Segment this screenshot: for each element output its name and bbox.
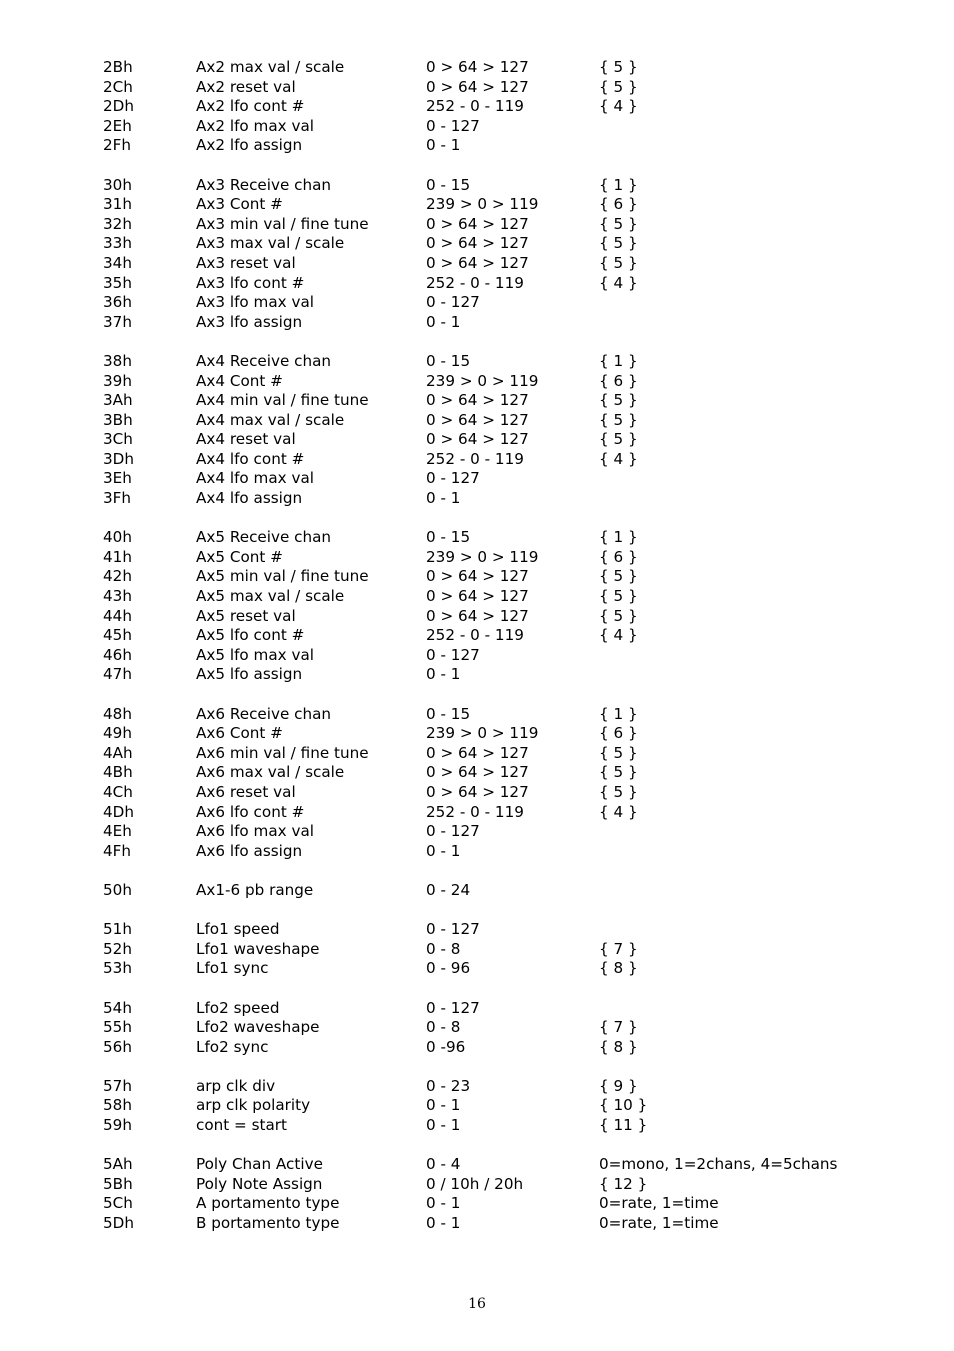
parameter-name-cell: Ax4 lfo cont # <box>196 449 305 468</box>
parameter-name-cell: Ax4 Cont # <box>196 371 283 390</box>
address-cell: 31h <box>103 195 132 214</box>
parameter-row <box>0 78 954 98</box>
address-cell: 35h <box>103 273 132 292</box>
note-cell: { 4 } <box>599 626 638 645</box>
parameter-row <box>0 1194 954 1214</box>
parameter-row <box>0 567 954 587</box>
address-cell: 59h <box>103 1116 132 1135</box>
note-cell: { 9 } <box>599 1076 638 1095</box>
address-cell: 57h <box>103 1076 132 1095</box>
value-range-cell: 252 - 0 - 119 <box>426 802 524 821</box>
note-cell: { 5 } <box>599 410 638 429</box>
parameter-row <box>0 763 954 783</box>
parameter-name-cell: Ax2 lfo assign <box>196 136 303 155</box>
value-range-cell: 0 - 127 <box>426 293 480 312</box>
parameter-row <box>0 215 954 235</box>
address-cell: 56h <box>103 1037 132 1056</box>
address-cell: 2Dh <box>103 97 134 116</box>
value-range-cell: 0 - 24 <box>426 880 471 899</box>
parameter-name-cell: Poly Chan Active <box>196 1155 323 1174</box>
note-cell: { 5 } <box>599 763 638 782</box>
address-cell: 50h <box>103 880 132 899</box>
parameter-name-cell: Ax4 lfo max val <box>196 469 314 488</box>
value-range-cell: 239 > 0 > 119 <box>426 724 539 743</box>
note-cell: { 5 } <box>599 567 638 586</box>
parameter-name-cell: Ax6 lfo max val <box>196 822 314 841</box>
parameter-name-cell: Ax2 lfo cont # <box>196 97 305 116</box>
address-cell: 39h <box>103 371 132 390</box>
note-cell: { 1 } <box>599 528 638 547</box>
parameter-name-cell: Ax6 lfo cont # <box>196 802 305 821</box>
address-cell: 53h <box>103 959 132 978</box>
address-cell: 4Eh <box>103 822 132 841</box>
group-spacer <box>0 1136 954 1156</box>
note-cell: { 6 } <box>599 371 638 390</box>
address-cell: 33h <box>103 234 132 253</box>
value-range-cell: 0 / 10h / 20h <box>426 1174 524 1193</box>
note-cell: 0=rate, 1=time <box>599 1194 719 1213</box>
address-cell: 2Ch <box>103 77 133 96</box>
parameter-row <box>0 705 954 725</box>
address-cell: 5Dh <box>103 1214 134 1233</box>
parameter-name-cell: Ax3 lfo cont # <box>196 273 305 292</box>
address-cell: 4Bh <box>103 763 133 782</box>
note-cell: { 5 } <box>599 234 638 253</box>
parameter-name-cell: Ax1-6 pb range <box>196 880 314 899</box>
address-cell: 37h <box>103 312 132 331</box>
value-range-cell: 0 - 1 <box>426 1214 461 1233</box>
parameter-name-cell: Ax5 lfo cont # <box>196 626 305 645</box>
note-cell: { 5 } <box>599 77 638 96</box>
parameter-row <box>0 724 954 744</box>
address-cell: 49h <box>103 724 132 743</box>
parameter-name-cell: Lfo2 sync <box>196 1037 269 1056</box>
parameter-row <box>0 411 954 431</box>
address-cell: 48h <box>103 704 132 723</box>
group-spacer <box>0 1057 954 1077</box>
parameter-name-cell: Ax4 reset val <box>196 430 296 449</box>
address-cell: 42h <box>103 567 132 586</box>
parameter-row <box>0 665 954 685</box>
group-spacer <box>0 901 954 921</box>
parameter-name-cell: Ax3 min val / fine tune <box>196 214 369 233</box>
parameter-name-cell: Ax5 lfo max val <box>196 645 314 664</box>
value-range-cell: 252 - 0 - 119 <box>426 97 524 116</box>
value-range-cell: 0 - 15 <box>426 351 471 370</box>
note-cell: { 1 } <box>599 351 638 370</box>
note-cell: { 8 } <box>599 1037 638 1056</box>
parameter-row <box>0 313 954 333</box>
parameter-row <box>0 920 954 940</box>
value-range-cell: 0 - 15 <box>426 528 471 547</box>
note-cell: { 5 } <box>599 782 638 801</box>
parameter-name-cell: Ax3 Receive chan <box>196 175 332 194</box>
parameter-row <box>0 1018 954 1038</box>
address-cell: 30h <box>103 175 132 194</box>
address-cell: 3Bh <box>103 410 133 429</box>
value-range-cell: 0 > 64 > 127 <box>426 234 529 253</box>
note-cell: { 7 } <box>599 1018 638 1037</box>
value-range-cell: 0 > 64 > 127 <box>426 253 529 272</box>
address-cell: 36h <box>103 293 132 312</box>
parameter-name-cell: Ax3 Cont # <box>196 195 283 214</box>
value-range-cell: 0 > 64 > 127 <box>426 58 529 76</box>
parameter-row <box>0 97 954 117</box>
parameter-name-cell: arp clk div <box>196 1076 276 1095</box>
address-cell: 55h <box>103 1018 132 1037</box>
address-cell: 43h <box>103 587 132 606</box>
parameter-name-cell: B portamento type <box>196 1214 340 1233</box>
note-cell: { 4 } <box>599 802 638 821</box>
parameter-row <box>0 842 954 862</box>
parameter-row <box>0 430 954 450</box>
parameter-row <box>0 274 954 294</box>
value-range-cell: 0 > 64 > 127 <box>426 410 529 429</box>
parameter-name-cell: Ax5 reset val <box>196 606 296 625</box>
value-range-cell: 0 - 23 <box>426 1076 471 1095</box>
parameter-row <box>0 489 954 509</box>
parameter-row <box>0 117 954 137</box>
value-range-cell: 0 > 64 > 127 <box>426 77 529 96</box>
parameter-row <box>0 391 954 411</box>
value-range-cell: 252 - 0 - 119 <box>426 626 524 645</box>
note-cell: { 5 } <box>599 587 638 606</box>
parameter-row <box>0 1214 954 1234</box>
value-range-cell: 0 > 64 > 127 <box>426 214 529 233</box>
parameter-name-cell: cont = start <box>196 1116 287 1135</box>
value-range-cell: 0 - 1 <box>426 841 461 860</box>
address-cell: 40h <box>103 528 132 547</box>
value-range-cell: 0 - 8 <box>426 1018 461 1037</box>
address-cell: 2Fh <box>103 136 132 155</box>
value-range-cell: 239 > 0 > 119 <box>426 547 539 566</box>
parameter-row <box>0 1077 954 1097</box>
parameter-row <box>0 234 954 254</box>
parameter-name-cell: Ax5 lfo assign <box>196 665 303 684</box>
parameter-name-cell: Ax6 min val / fine tune <box>196 743 369 762</box>
note-cell: { 5 } <box>599 214 638 233</box>
value-range-cell: 0 -96 <box>426 1037 466 1056</box>
note-cell: 0=rate, 1=time <box>599 1214 719 1233</box>
address-cell: 34h <box>103 253 132 272</box>
parameter-row <box>0 881 954 901</box>
parameter-name-cell: Lfo1 waveshape <box>196 939 320 958</box>
value-range-cell: 0 - 15 <box>426 704 471 723</box>
parameter-row <box>0 744 954 764</box>
parameter-row <box>0 372 954 392</box>
parameter-name-cell: Ax2 reset val <box>196 77 296 96</box>
address-cell: 4Dh <box>103 802 134 821</box>
parameter-row <box>0 940 954 960</box>
note-cell: { 10 } <box>599 1096 648 1115</box>
value-range-cell: 0 > 64 > 127 <box>426 763 529 782</box>
note-cell: { 6 } <box>599 195 638 214</box>
parameter-name-cell: A portamento type <box>196 1194 340 1213</box>
parameter-name-cell: Ax6 Cont # <box>196 724 283 743</box>
parameter-name-cell: Ax5 Receive chan <box>196 528 332 547</box>
value-range-cell: 252 - 0 - 119 <box>426 273 524 292</box>
note-cell: { 4 } <box>599 273 638 292</box>
parameter-row <box>0 1096 954 1116</box>
parameter-name-cell: Ax5 Cont # <box>196 547 283 566</box>
parameter-row <box>0 195 954 215</box>
parameter-name-cell: Ax5 max val / scale <box>196 587 345 606</box>
value-range-cell: 239 > 0 > 119 <box>426 371 539 390</box>
value-range-cell: 0 - 4 <box>426 1155 461 1174</box>
value-range-cell: 0 - 1 <box>426 136 461 155</box>
parameter-row <box>0 528 954 548</box>
value-range-cell: 0 > 64 > 127 <box>426 606 529 625</box>
parameter-name-cell: Ax6 lfo assign <box>196 841 303 860</box>
note-cell: { 1 } <box>599 704 638 723</box>
parameter-name-cell: Ax4 lfo assign <box>196 489 303 508</box>
parameter-name-cell: Ax6 max val / scale <box>196 763 345 782</box>
address-cell: 52h <box>103 939 132 958</box>
value-range-cell: 0 > 64 > 127 <box>426 782 529 801</box>
value-range-cell: 252 - 0 - 119 <box>426 449 524 468</box>
page-number: 16 <box>468 1296 486 1312</box>
address-cell: 5Ch <box>103 1194 133 1213</box>
value-range-cell: 0 > 64 > 127 <box>426 391 529 410</box>
address-cell: 4Ch <box>103 782 133 801</box>
value-range-cell: 0 - 15 <box>426 175 471 194</box>
address-cell: 46h <box>103 645 132 664</box>
parameter-name-cell: arp clk polarity <box>196 1096 311 1115</box>
value-range-cell: 0 > 64 > 127 <box>426 567 529 586</box>
group-spacer <box>0 861 954 881</box>
value-range-cell: 0 - 127 <box>426 998 480 1017</box>
note-cell: { 5 } <box>599 430 638 449</box>
parameter-name-cell: Ax4 Receive chan <box>196 351 332 370</box>
parameter-row <box>0 352 954 372</box>
address-cell: 2Bh <box>103 58 133 76</box>
note-cell: { 5 } <box>599 58 638 76</box>
address-cell: 3Dh <box>103 449 134 468</box>
address-cell: 45h <box>103 626 132 645</box>
address-cell: 32h <box>103 214 132 233</box>
address-cell: 3Ch <box>103 430 133 449</box>
parameter-row <box>0 587 954 607</box>
address-cell: 47h <box>103 665 132 684</box>
address-cell: 5Ah <box>103 1155 133 1174</box>
parameter-name-cell: Lfo2 speed <box>196 998 280 1017</box>
parameter-row <box>0 822 954 842</box>
value-range-cell: 0 - 1 <box>426 489 461 508</box>
address-cell: 44h <box>103 606 132 625</box>
address-cell: 58h <box>103 1096 132 1115</box>
parameter-name-cell: Ax6 Receive chan <box>196 704 332 723</box>
parameter-name-cell: Ax2 lfo max val <box>196 116 314 135</box>
note-cell: { 5 } <box>599 391 638 410</box>
group-spacer <box>0 332 954 352</box>
parameter-row <box>0 803 954 823</box>
note-cell: { 4 } <box>599 449 638 468</box>
group-spacer <box>0 156 954 176</box>
address-cell: 54h <box>103 998 132 1017</box>
parameter-row <box>0 1038 954 1058</box>
value-range-cell: 0 - 127 <box>426 822 480 841</box>
parameter-name-cell: Lfo1 sync <box>196 959 269 978</box>
parameter-row <box>0 136 954 156</box>
value-range-cell: 0 - 1 <box>426 1096 461 1115</box>
parameter-name-cell: Ax2 max val / scale <box>196 58 345 76</box>
note-cell: { 11 } <box>599 1116 648 1135</box>
value-range-cell: 0 - 127 <box>426 469 480 488</box>
value-range-cell: 0 - 1 <box>426 312 461 331</box>
parameter-row <box>0 1155 954 1175</box>
parameter-row <box>0 1175 954 1195</box>
value-range-cell: 0 - 127 <box>426 116 480 135</box>
address-cell: 2Eh <box>103 116 132 135</box>
value-range-cell: 0 - 96 <box>426 959 471 978</box>
address-cell: 41h <box>103 547 132 566</box>
address-cell: 4Fh <box>103 841 132 860</box>
value-range-cell: 0 - 127 <box>426 920 480 939</box>
note-cell: { 6 } <box>599 724 638 743</box>
note-cell: { 8 } <box>599 959 638 978</box>
parameter-row <box>0 293 954 313</box>
parameter-name-cell: Ax3 max val / scale <box>196 234 345 253</box>
parameter-name-cell: Ax3 lfo assign <box>196 312 303 331</box>
value-range-cell: 239 > 0 > 119 <box>426 195 539 214</box>
group-spacer <box>0 979 954 999</box>
note-cell: { 5 } <box>599 743 638 762</box>
value-range-cell: 0 > 64 > 127 <box>426 743 529 762</box>
parameter-row <box>0 783 954 803</box>
parameter-row <box>0 450 954 470</box>
parameter-name-cell: Ax5 min val / fine tune <box>196 567 369 586</box>
parameter-row <box>0 548 954 568</box>
address-cell: 3Ah <box>103 391 133 410</box>
note-cell: { 4 } <box>599 97 638 116</box>
group-spacer <box>0 685 954 705</box>
note-cell: { 6 } <box>599 547 638 566</box>
parameter-row <box>0 469 954 489</box>
value-range-cell: 0 - 1 <box>426 1194 461 1213</box>
parameter-row <box>0 58 954 78</box>
note-cell: { 5 } <box>599 253 638 272</box>
note-cell: { 12 } <box>599 1174 648 1193</box>
note-cell: { 7 } <box>599 939 638 958</box>
parameter-row <box>0 1116 954 1136</box>
value-range-cell: 0 - 127 <box>426 645 480 664</box>
address-cell: 38h <box>103 351 132 370</box>
parameter-name-cell: Lfo1 speed <box>196 920 280 939</box>
parameter-row <box>0 607 954 627</box>
value-range-cell: 0 - 1 <box>426 665 461 684</box>
address-cell: 3Fh <box>103 489 132 508</box>
parameter-name-cell: Lfo2 waveshape <box>196 1018 320 1037</box>
parameter-name-cell: Ax4 min val / fine tune <box>196 391 369 410</box>
parameter-name-cell: Ax3 lfo max val <box>196 293 314 312</box>
parameter-name-cell: Ax3 reset val <box>196 253 296 272</box>
parameter-name-cell: Poly Note Assign <box>196 1174 323 1193</box>
parameter-row <box>0 626 954 646</box>
parameter-row <box>0 999 954 1019</box>
address-cell: 4Ah <box>103 743 133 762</box>
address-cell: 51h <box>103 920 132 939</box>
group-spacer <box>0 509 954 529</box>
address-cell: 3Eh <box>103 469 132 488</box>
value-range-cell: 0 - 8 <box>426 939 461 958</box>
parameter-name-cell: Ax4 max val / scale <box>196 410 345 429</box>
parameter-row <box>0 646 954 666</box>
address-cell: 5Bh <box>103 1174 133 1193</box>
value-range-cell: 0 > 64 > 127 <box>426 430 529 449</box>
parameter-row <box>0 176 954 196</box>
note-cell: { 5 } <box>599 606 638 625</box>
parameter-name-cell: Ax6 reset val <box>196 782 296 801</box>
value-range-cell: 0 > 64 > 127 <box>426 587 529 606</box>
note-cell: { 1 } <box>599 175 638 194</box>
note-cell: 0=mono, 1=2chans, 4=5chans <box>599 1155 838 1174</box>
value-range-cell: 0 - 1 <box>426 1116 461 1135</box>
parameter-row <box>0 254 954 274</box>
parameter-table <box>0 58 954 1234</box>
parameter-row <box>0 959 954 979</box>
